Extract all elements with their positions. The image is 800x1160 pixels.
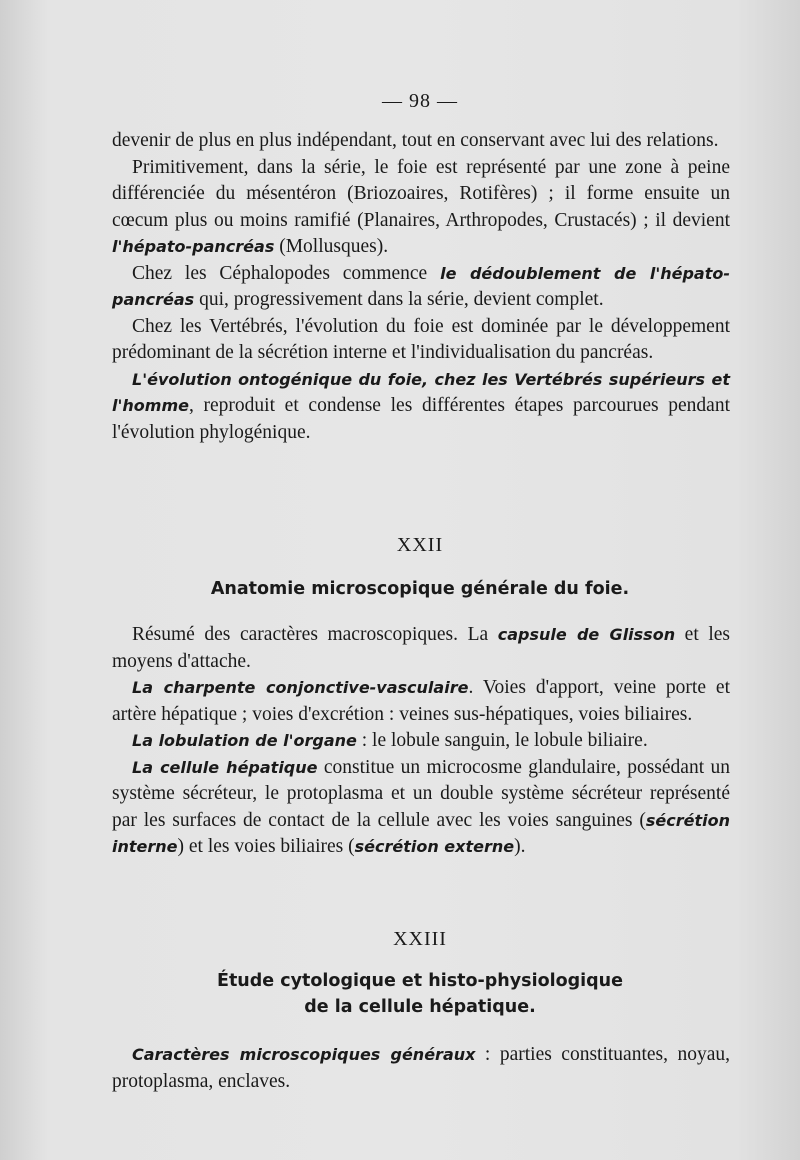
paragraph-resume <box>112 622 730 675</box>
paragraph-text: . Voies d'apport, veine porte et artère hépatique ; voies d'excrétion : veines sus-hépatiques, voies biliaires. <box>112 677 731 725</box>
paragraph-text: (Mollusques). <box>274 236 389 257</box>
paragraph-text: : le lobule sanguin, le lobule biliaire. <box>356 730 648 751</box>
section-title-line-1: Étude cytologique et histo-physiologique <box>216 971 623 991</box>
paragraph-text: Chez les Vertébrés, l'évolution du foie est dominée par le développement prédominant de la sécrétion interne et l'individualisation du pancréas. <box>112 315 730 363</box>
section-title-line-2: de la cellule hépatique. <box>304 997 536 1017</box>
paragraph-caracteres <box>112 1042 730 1095</box>
paragraph-text: ). <box>514 836 526 857</box>
emphasized-term: La lobulation de l'organe <box>132 731 357 750</box>
paragraph-text: : parties constituantes, noyau, protoplasma, enclaves. <box>112 1044 730 1092</box>
emphasized-term: sécrétion interne <box>112 810 730 856</box>
emphasized-term: le dédoublement de l'hépato-pancréas <box>112 263 731 309</box>
emphasized-term: La charpente conjonctive-vasculaire <box>132 678 469 697</box>
paragraph-text: devenir de plus en plus indépendant, tout en conservant avec lui des relations. <box>112 130 719 151</box>
paragraph-lobulation <box>112 728 730 755</box>
emphasized-term: Caractères microscopiques généraux <box>132 1045 476 1064</box>
text-block-intro <box>112 128 730 446</box>
section-number-23: XXIII <box>393 928 447 950</box>
paragraph-cellule <box>112 755 730 861</box>
emphasized-term: l'hépato-pancréas <box>112 237 275 256</box>
paragraph-charpente <box>112 675 730 728</box>
paragraph-ontogenique <box>112 367 730 447</box>
section-number-22: XXII <box>396 534 444 556</box>
emphasized-term: La cellule hépatique <box>132 757 318 777</box>
paragraph-text: et les moyens d'attache. <box>112 624 730 672</box>
text-block-section-22 <box>112 622 730 861</box>
paragraph-vertebres <box>112 314 730 367</box>
paragraph-continuation <box>112 128 730 155</box>
paragraph-cephalopodes <box>112 261 730 314</box>
emphasized-term: L'évolution ontogénique du foie, chez les Vertébrés supérieurs et l'homme <box>112 369 730 415</box>
paragraph-text: Primitivement, dans la série, le foie est représenté par une zone à peine différenciée du mésentéron (Briozoaires, Rotifères) ; il forme ensuite un cœcum plus ou moins ramifié (Planaires, Arthropodes, Crustacés) ; il devient <box>112 156 730 231</box>
text-block-section-23 <box>112 1042 730 1095</box>
page-number: — 98 — <box>382 90 458 112</box>
emphasized-term: sécrétion externe <box>354 837 515 856</box>
section-title-22: Anatomie microscopique générale du foie. <box>210 579 630 599</box>
paragraph-text: ) et les voies biliaires ( <box>177 836 355 857</box>
paragraph-text: constitue un microcosme glandulaire, possédant un système sécréteur, le protoplasma et un double système sécréteur représenté par les surfaces de contact de la cellule avec les voies sanguines ( <box>112 756 730 831</box>
paragraph-primitivement <box>112 155 730 261</box>
paragraph-text: Chez les Céphalopodes commence <box>132 262 441 284</box>
paragraph-text: , reproduit et condense les différentes étapes parcourues pendant l'évolution phylogénique. <box>112 395 730 443</box>
paragraph-text: Résumé des caractères macroscopiques. La <box>132 624 498 645</box>
emphasized-term: capsule de Glisson <box>497 625 676 644</box>
paragraph-text: qui, progressivement dans la série, devient complet. <box>194 289 604 310</box>
section-title-23 <box>0 968 800 1020</box>
